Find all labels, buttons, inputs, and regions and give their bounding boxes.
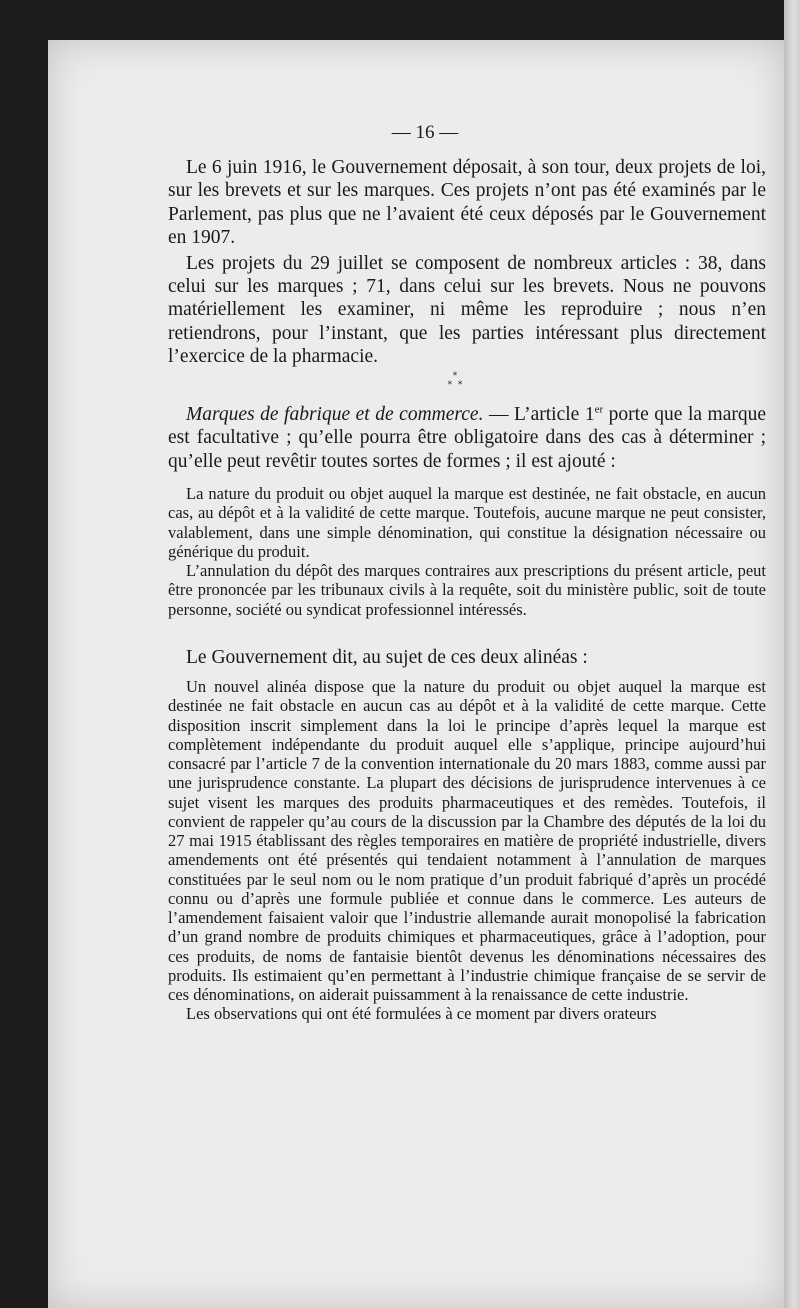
paragraph-3 (168, 646, 766, 669)
paragraph-2-text: Les projets du 29 juillet se composent de nombreux articles : 38, dans celui sur les marques ; 71, dans celui sur les brevets. Nous ne pouvons matériellement les examiner, ni même les reproduire ; nous n’en retiendrons, pour l’instant, que les parties intéressant plus directement l’exercice de la pharmacie. (168, 252, 766, 368)
quote-block-1 (168, 484, 766, 619)
quote-block-2 (168, 677, 766, 1024)
section-dash: — L’article 1 (483, 404, 595, 425)
paragraph-3-text: Le Gouvernement dit, au sujet de ces deux alinéas : (186, 647, 588, 668)
quote-3 (168, 677, 766, 1004)
paragraph-1 (168, 156, 766, 250)
quote-1-text: La nature du produit ou objet auquel la marque est destinée, ne fait obstacle, en aucun cas, au dépôt et à la validité de cette marque. Toutefois, aucune marque ne peut consister, valablement, dans une simple dénomination, qui constitue la désignation nécessaire ou générique du produit. (168, 484, 766, 561)
paragraph-1-text: Le 6 juin 1916, le Gouvernement déposait, à son tour, deux projets de loi, sur les brevets et sur les marques. Ces projets n’ont pas été examinés par le Parlement, pas plus que ne l’avaient été ceux déposés par le Gouvernement en 1907. (168, 157, 766, 249)
quote-2 (168, 561, 766, 619)
quote-1 (168, 484, 766, 561)
quote-3-text: Un nouvel alinéa dispose que la nature du produit ou objet auquel la marque est destinée ne fait obstacle en aucun cas au dépôt et à la validité de cette marque. Cette disposition inscrit simplement dans la loi le principe d’après lequel la marque est complètement indépendante du produit auquel elle s’applique, principe aujourd’hui consacré par l’article 7 de la convention internationale du 20 mars 1883, comme aussi par une jurisprudence constante. La plupart des décisions de jurisprudence intervenues à ce sujet visent les marques des produits pharmaceutiques et des remèdes. Toutefois, il convient de rappeler qu’au cours de la discussion par la Chambre des députés de la loi du 27 mai 1915 établissant des règles temporaires en matière de propriété industrielle, divers amendements ont été présentés qui tendaient notamment à l’annulation de marques constituées par le seul nom ou le nom pratique d’un produit fabriqué d’après un procédé connu ou d’après une formule publiée et connue dans le commerce. Les auteurs de l’amendement faisaient valoir que l’industrie allemande aurait monopolisé la fabrication d’un grand nombre de produits chimiques et pharmaceutiques, grâce à l’adoption, pour ces produits, de noms de fantaisie bientôt devenus les dénominations nécessaires des produits. Ils estimaient qu’en permettant à l’industrie chimique française de se servir de ces dénominations, on aiderait puissamment à la renaissance de cette industrie. (168, 677, 766, 1004)
quote-4 (168, 1004, 766, 1023)
intro-section (168, 156, 766, 369)
page-edge (784, 0, 800, 1308)
section-sup: er (594, 403, 604, 416)
asterism: * * * (447, 371, 463, 390)
quote-2-text: L’annulation du dépôt des marques contraires aux prescriptions du présent article, peut être prononcée par les tribunaux civils à la requête, soit du ministère public, soit de toute personne, société ou syndicat professionnel intéressés. (168, 561, 766, 619)
quote-4-text: Les observations qui ont été formulées à ce moment par divers orateurs (186, 1004, 657, 1024)
paragraph-3-block (168, 646, 766, 669)
section-rest: porte que la marque est facultative ; qu’elle pourra être obligatoire dans des cas à déterminer ; qu’elle peut revêtir toutes sortes de formes ; il est ajouté : (168, 404, 767, 472)
section-heading: Marques de fabrique et de commerce. (186, 404, 484, 425)
paragraph-2 (168, 252, 766, 369)
section-intro (168, 403, 766, 473)
section-marques (168, 403, 766, 473)
page-number: — 16 — (391, 122, 459, 143)
